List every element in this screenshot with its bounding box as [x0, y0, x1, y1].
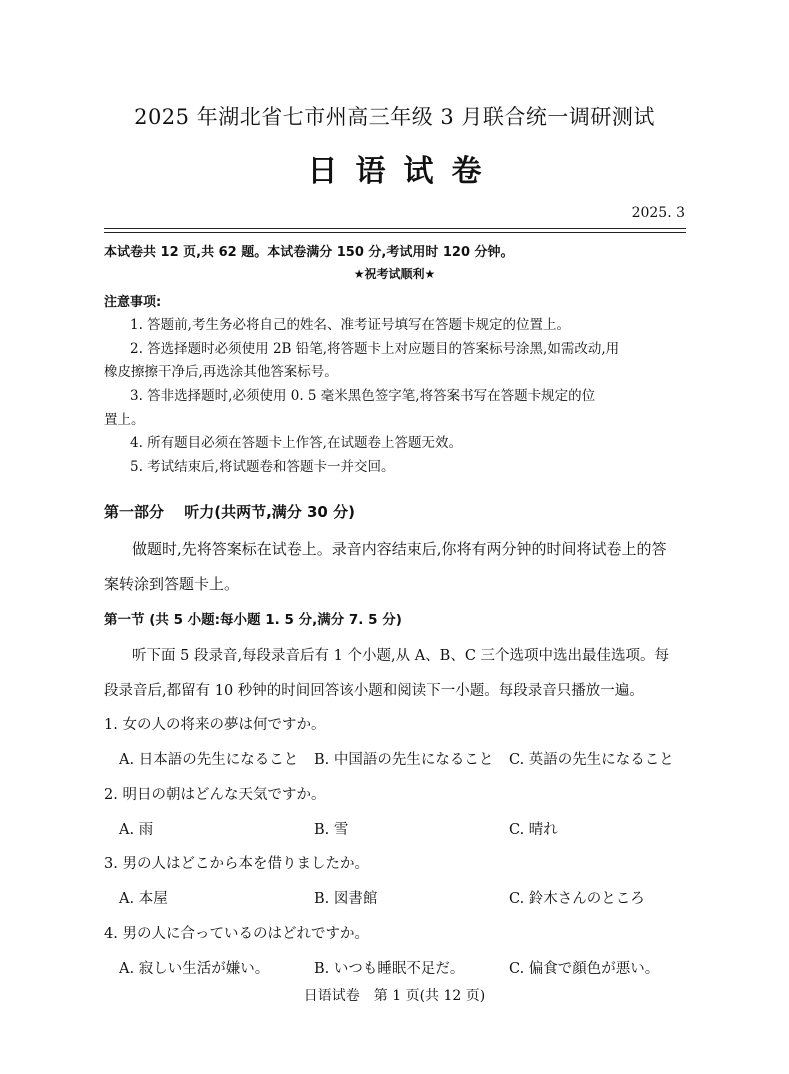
notice-item-5: 5. 考试结束后,将试题卷和答题卡一并交回。 [130, 459, 395, 475]
exam-title: 2025 年湖北省七市州高三年级 3 月联合统一调研测试 [134, 105, 655, 129]
page-footer: 日语试卷 第 1 页(共 12 页) [303, 988, 486, 1004]
notice-item-4: 4. 所有题目必须在答题卡上作答,在试题卷上答题无效。 [130, 435, 462, 451]
option-b: B. いつも睡眠不足だ。 [314, 961, 465, 977]
option-a: A. 本屋 [119, 891, 168, 907]
good-luck-banner: ★祝考试顺利★ [353, 267, 436, 281]
option-a: A. 雨 [119, 822, 154, 838]
header-rule-thick [104, 228, 686, 229]
exam-subject-title: 日语试卷 [307, 154, 500, 189]
option-c: C. 晴れ [509, 822, 558, 838]
option-b: B. 図書館 [314, 891, 378, 907]
option-a: A. 寂しい生活が嫌い。 [119, 961, 270, 977]
option-a: A. 日本語の先生になること [119, 752, 299, 768]
part1-instruction-cont: 案转涂到答题卡上。 [104, 575, 240, 593]
option-c: C. 鈴木さんのところ [509, 891, 645, 907]
option-c: C. 英語の先生になること [509, 752, 674, 768]
section1-heading: 第一节 (共 5 小题:每小题 1. 5 分,满分 7. 5 分) [104, 612, 402, 628]
question-stem: 3. 男の人はどこから本を借りましたか。 [104, 856, 369, 872]
section1-instruction-cont: 段录音后,都留有 10 秒钟的时间回答该小题和阅读下一小题。每段录音只播放一遍。 [104, 683, 644, 699]
section1-instruction: 听下面 5 段录音,每段录音后有 1 个小题,从 A、B、C 三个选项中选出最佳选项。每 [132, 648, 670, 664]
exam-date: 2025. 3 [631, 205, 685, 221]
notice-item-2: 2. 答选择题时必须使用 2B 铅笔,将答题卡上对应题目的答案标号涂黑,如需改动,用 [130, 341, 620, 357]
notice-item-3-cont: 置上。 [104, 412, 145, 428]
question-stem: 1. 女の人の将来の夢は何ですか。 [104, 717, 326, 733]
option-c: C. 偏食で顔色が悪い。 [509, 961, 660, 977]
notice-item-2-cont: 橡皮擦擦干净后,再选涂其他答案标号。 [104, 364, 338, 380]
notice-item-3: 3. 答非选择题时,必须使用 0. 5 毫米黑色签字笔,将答案书写在答题卡规定的位 [130, 388, 596, 404]
option-b: B. 中国語の先生になること [314, 752, 494, 768]
option-b: B. 雪 [314, 822, 349, 838]
header-rule-thin [104, 232, 686, 233]
part1-heading: 第一部分 听力(共两节,满分 30 分) [104, 503, 355, 521]
question-stem: 2. 明日の朝はどんな天気ですか。 [104, 787, 326, 803]
question-stem: 4. 男の人に合っているのはどれですか。 [104, 926, 369, 942]
notice-heading: 注意事项: [104, 295, 162, 310]
part1-instruction: 做题时,先将答案标在试卷上。录音内容结束后,你将有两分钟的时间将试卷上的答 [132, 540, 667, 558]
exam-summary: 本试卷共 12 页,共 62 题。本试卷满分 150 分,考试用时 120 分钟。 [104, 245, 514, 260]
notice-item-1: 1. 答题前,考生务必将自己的姓名、准考证号填写在答题卡规定的位置上。 [130, 317, 570, 333]
